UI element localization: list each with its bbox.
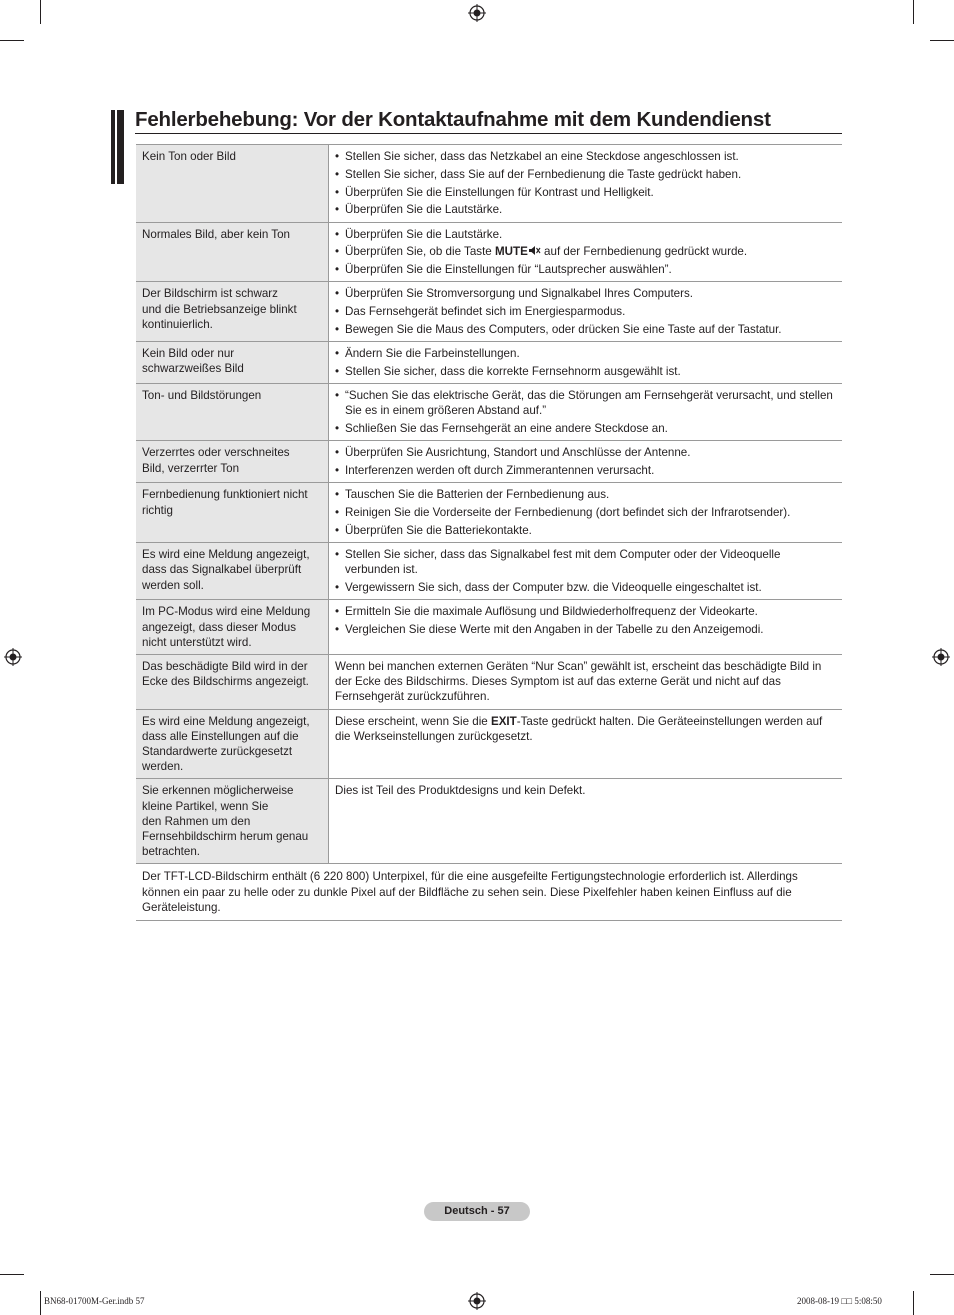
problem-text-line: und die Betriebsanzeige blinkt [142,302,297,316]
solution-text: Wenn bei manchen externen Geräten “Nur Scan” gewählt ist, erscheint das beschädigte Bild in der Ecke des Bildschirms. Dieses Symptom ist auf das externe Gerät und nicht auf das Fernsehgerät zurückzuführen. [335,660,822,704]
solution-list [335,547,836,595]
registration-mark-icon [4,648,22,666]
mute-speaker-icon [528,245,541,256]
problem-cell [136,779,329,864]
table-row [136,600,842,655]
table-row [136,222,842,282]
table-row [136,779,842,864]
solution-item: • Überprüfen Sie die Einstellungen für “Lautsprecher auswählen”. [335,262,836,277]
solution-item: • Stellen Sie sicher, dass das Signalkabel fest mit dem Computer oder der Videoquelle verbunden ist. [335,547,836,577]
problem-text-line: Sie erkennen möglicherweise [142,784,294,798]
solution-cell [329,222,843,282]
problem-cell [136,342,329,384]
table-row [136,655,842,710]
problem-cell [136,282,329,342]
crop-mark [40,0,41,24]
crop-mark [0,1274,24,1275]
solution-cell [329,600,843,655]
problem-cell [136,145,329,223]
page-number-badge: Deutsch - 57 [424,1202,530,1221]
file-slug: BN68-01700M-Ger.indb 57 [44,1296,145,1306]
problem-cell [136,600,329,655]
solution-item: • Tauschen Sie die Batterien der Fernbedienung aus. [335,487,836,502]
solution-item: • Interferenzen werden oft durch Zimmerantennen verursacht. [335,463,836,478]
problem-text-line: schwarzweißes Bild [142,362,244,376]
solution-item: • Ändern Sie die Farbeinstellungen. [335,346,836,361]
problem-text-line: dass das Signalkabel überprüft [142,563,302,577]
problem-cell [136,709,329,779]
solution-item: • Überprüfen Sie die Lautstärke. [335,202,836,217]
registration-mark-icon [468,4,486,22]
solution-list [335,227,836,278]
problem-text-line: Ton- und Bildstörungen [142,389,262,403]
page-title: Fehlerbehebung: Vor der Kontaktaufnahme mit dem Kundendienst [135,108,771,131]
solution-list [335,346,836,379]
solution-cell [329,282,843,342]
problem-text-line: Fernsehbildschirm herum genau [142,830,309,844]
crop-mark [913,1291,914,1315]
problem-text-line: Das beschädigte Bild wird in der [142,660,308,673]
solution-item: • Überprüfen Sie die Einstellungen für Kontrast und Helligkeit. [335,185,836,200]
heading-rule [135,133,842,134]
solution-text: Dies ist Teil des Produktdesigns und kein Defekt. [335,784,586,798]
solution-list [335,604,836,637]
problem-text-line: kleine Partikel, wenn Sie [142,799,269,813]
solution-item: • Vergewissern Sie sich, dass der Computer bzw. die Videoquelle eingeschaltet ist. [335,580,836,595]
crop-mark [40,1291,41,1315]
troubleshooting-table [136,144,842,921]
solution-item: • Überprüfen Sie die Batteriekontakte. [335,523,836,538]
table-row [136,543,842,600]
solution-item: • Stellen Sie sicher, dass die korrekte Fernsehnorm ausgewählt ist. [335,364,836,379]
problem-text-line: werden soll. [142,578,204,592]
solution-list [335,445,836,478]
table-row [136,282,842,342]
table-row [136,384,842,441]
solution-cell [329,483,843,543]
solution-item: • Überprüfen Sie Ausrichtung, Standort und Anschlüsse der Antenne. [335,445,836,460]
problem-text-line: dass alle Einstellungen auf die [142,729,299,743]
solution-item: • Das Fernsehgerät befindet sich im Energiesparmodus. [335,304,836,319]
problem-text-line: richtig [142,503,173,517]
registration-mark-icon [932,648,950,666]
solution-item: • Überprüfen Sie Stromversorgung und Signalkabel Ihres Computers. [335,286,836,301]
problem-text-line: Fernbedienung funktioniert nicht [142,488,308,502]
problem-text-line: Kein Ton oder Bild [142,150,236,163]
solution-cell [329,145,843,223]
problem-text-line: Der Bildschirm ist schwarz [142,287,278,301]
solution-item: • Stellen Sie sicher, dass Sie auf der Fernbedienung die Taste gedrückt haben. [335,167,836,182]
problem-cell [136,441,329,483]
problem-text-line: Es wird eine Meldung angezeigt, [142,548,310,562]
table-row [136,709,842,779]
crop-mark [930,1274,954,1275]
table-row [136,441,842,483]
problem-cell [136,543,329,600]
problem-text-line: den Rahmen um den [142,814,251,828]
exit-key-label: EXIT [490,714,517,728]
problem-cell [136,384,329,441]
problem-cell [136,483,329,543]
solution-cell [329,441,843,483]
problem-text-line: werden. [142,760,184,774]
mute-key-label: MUTE [494,245,528,259]
problem-text-line: Ecke des Bildschirms angezeigt. [142,675,309,689]
solution-cell [329,384,843,441]
solution-cell: Diese erscheint, wenn Sie die EXIT-Taste gedrückt halten. Die Geräteeinstellungen werden auf die Werkseinstellungen zurückgesetzt. [329,709,843,779]
solution-item: • Schließen Sie das Fernsehgerät an eine andere Steckdose an. [335,421,836,436]
solution-list [335,286,836,337]
problem-text-line: Verzerrtes oder verschneites [142,446,290,460]
solution-item: • Ermitteln Sie die maximale Auflösung und Bildwiederholfrequenz der Videokarte. [335,604,836,619]
solution-item: • Reinigen Sie die Vorderseite der Fernbedienung (dort befindet sich der Infrarotsender). [335,505,836,520]
problem-cell [136,222,329,282]
solution-cell [329,543,843,600]
solution-cell [329,655,843,710]
heading-bars [111,110,124,184]
problem-text-line: Kein Bild oder nur [142,347,235,361]
problem-text-line: angezeigt, dass dieser Modus [142,620,297,634]
footnote-text: Der TFT-LCD-Bildschirm enthält (6 220 800) Unterpixel, für die eine ausgefeilte Fertigungstechnologie erforderlich ist. Allerdings können ein paar zu helle oder zu dunkle Pixel auf der Bildfläche zu sehen sein. Diese Pixelfehler haben keinen Einfluss auf die Geräteleistung. [136,864,842,921]
problem-text-line: Bild, verzerrter Ton [142,461,240,475]
solution-list [335,487,836,538]
solution-cell [329,342,843,384]
crop-mark [930,40,954,41]
problem-text-line: betrachten. [142,845,201,859]
problem-text-line: Im PC-Modus wird eine Meldung [142,605,311,619]
date-slug: 2008-08-19 □□ 5:08:50 [797,1296,882,1306]
problem-text-line: Standardwerte zurückgesetzt [142,745,293,759]
solution-item: • Überprüfen Sie, ob die Taste MUTE auf der Fernbedienung gedrückt wurde. [335,244,836,259]
solution-item: • Überprüfen Sie die Lautstärke. [335,227,836,242]
solution-item: • Bewegen Sie die Maus des Computers, oder drücken Sie eine Taste auf der Tastatur. [335,322,836,337]
solution-item: • Vergleichen Sie diese Werte mit den Angaben in der Tabelle zu den Anzeigemodi. [335,622,836,637]
problem-text-line: kontinuierlich. [142,317,213,331]
problem-cell [136,655,329,710]
problem-text-line: Es wird eine Meldung angezeigt, [142,714,310,728]
table-row [136,483,842,543]
problem-text-line: Normales Bild, aber kein Ton [142,227,291,241]
table-row [136,145,842,223]
solution-item: • Stellen Sie sicher, dass das Netzkabel an eine Steckdose angeschlossen ist. [335,149,836,164]
table-row [136,342,842,384]
solution-cell [329,779,843,864]
solution-item: • “Suchen Sie das elektrische Gerät, das die Störungen am Fernsehgerät verursacht, und stellen Sie es in einem größeren Abstand auf.” [335,388,836,418]
crop-mark [913,0,914,24]
crop-mark [0,40,24,41]
registration-mark-icon [468,1292,486,1310]
solution-list [335,149,836,218]
problem-text-line: nicht unterstützt wird. [142,635,252,649]
solution-list [335,388,836,436]
footnote-row [136,864,842,921]
